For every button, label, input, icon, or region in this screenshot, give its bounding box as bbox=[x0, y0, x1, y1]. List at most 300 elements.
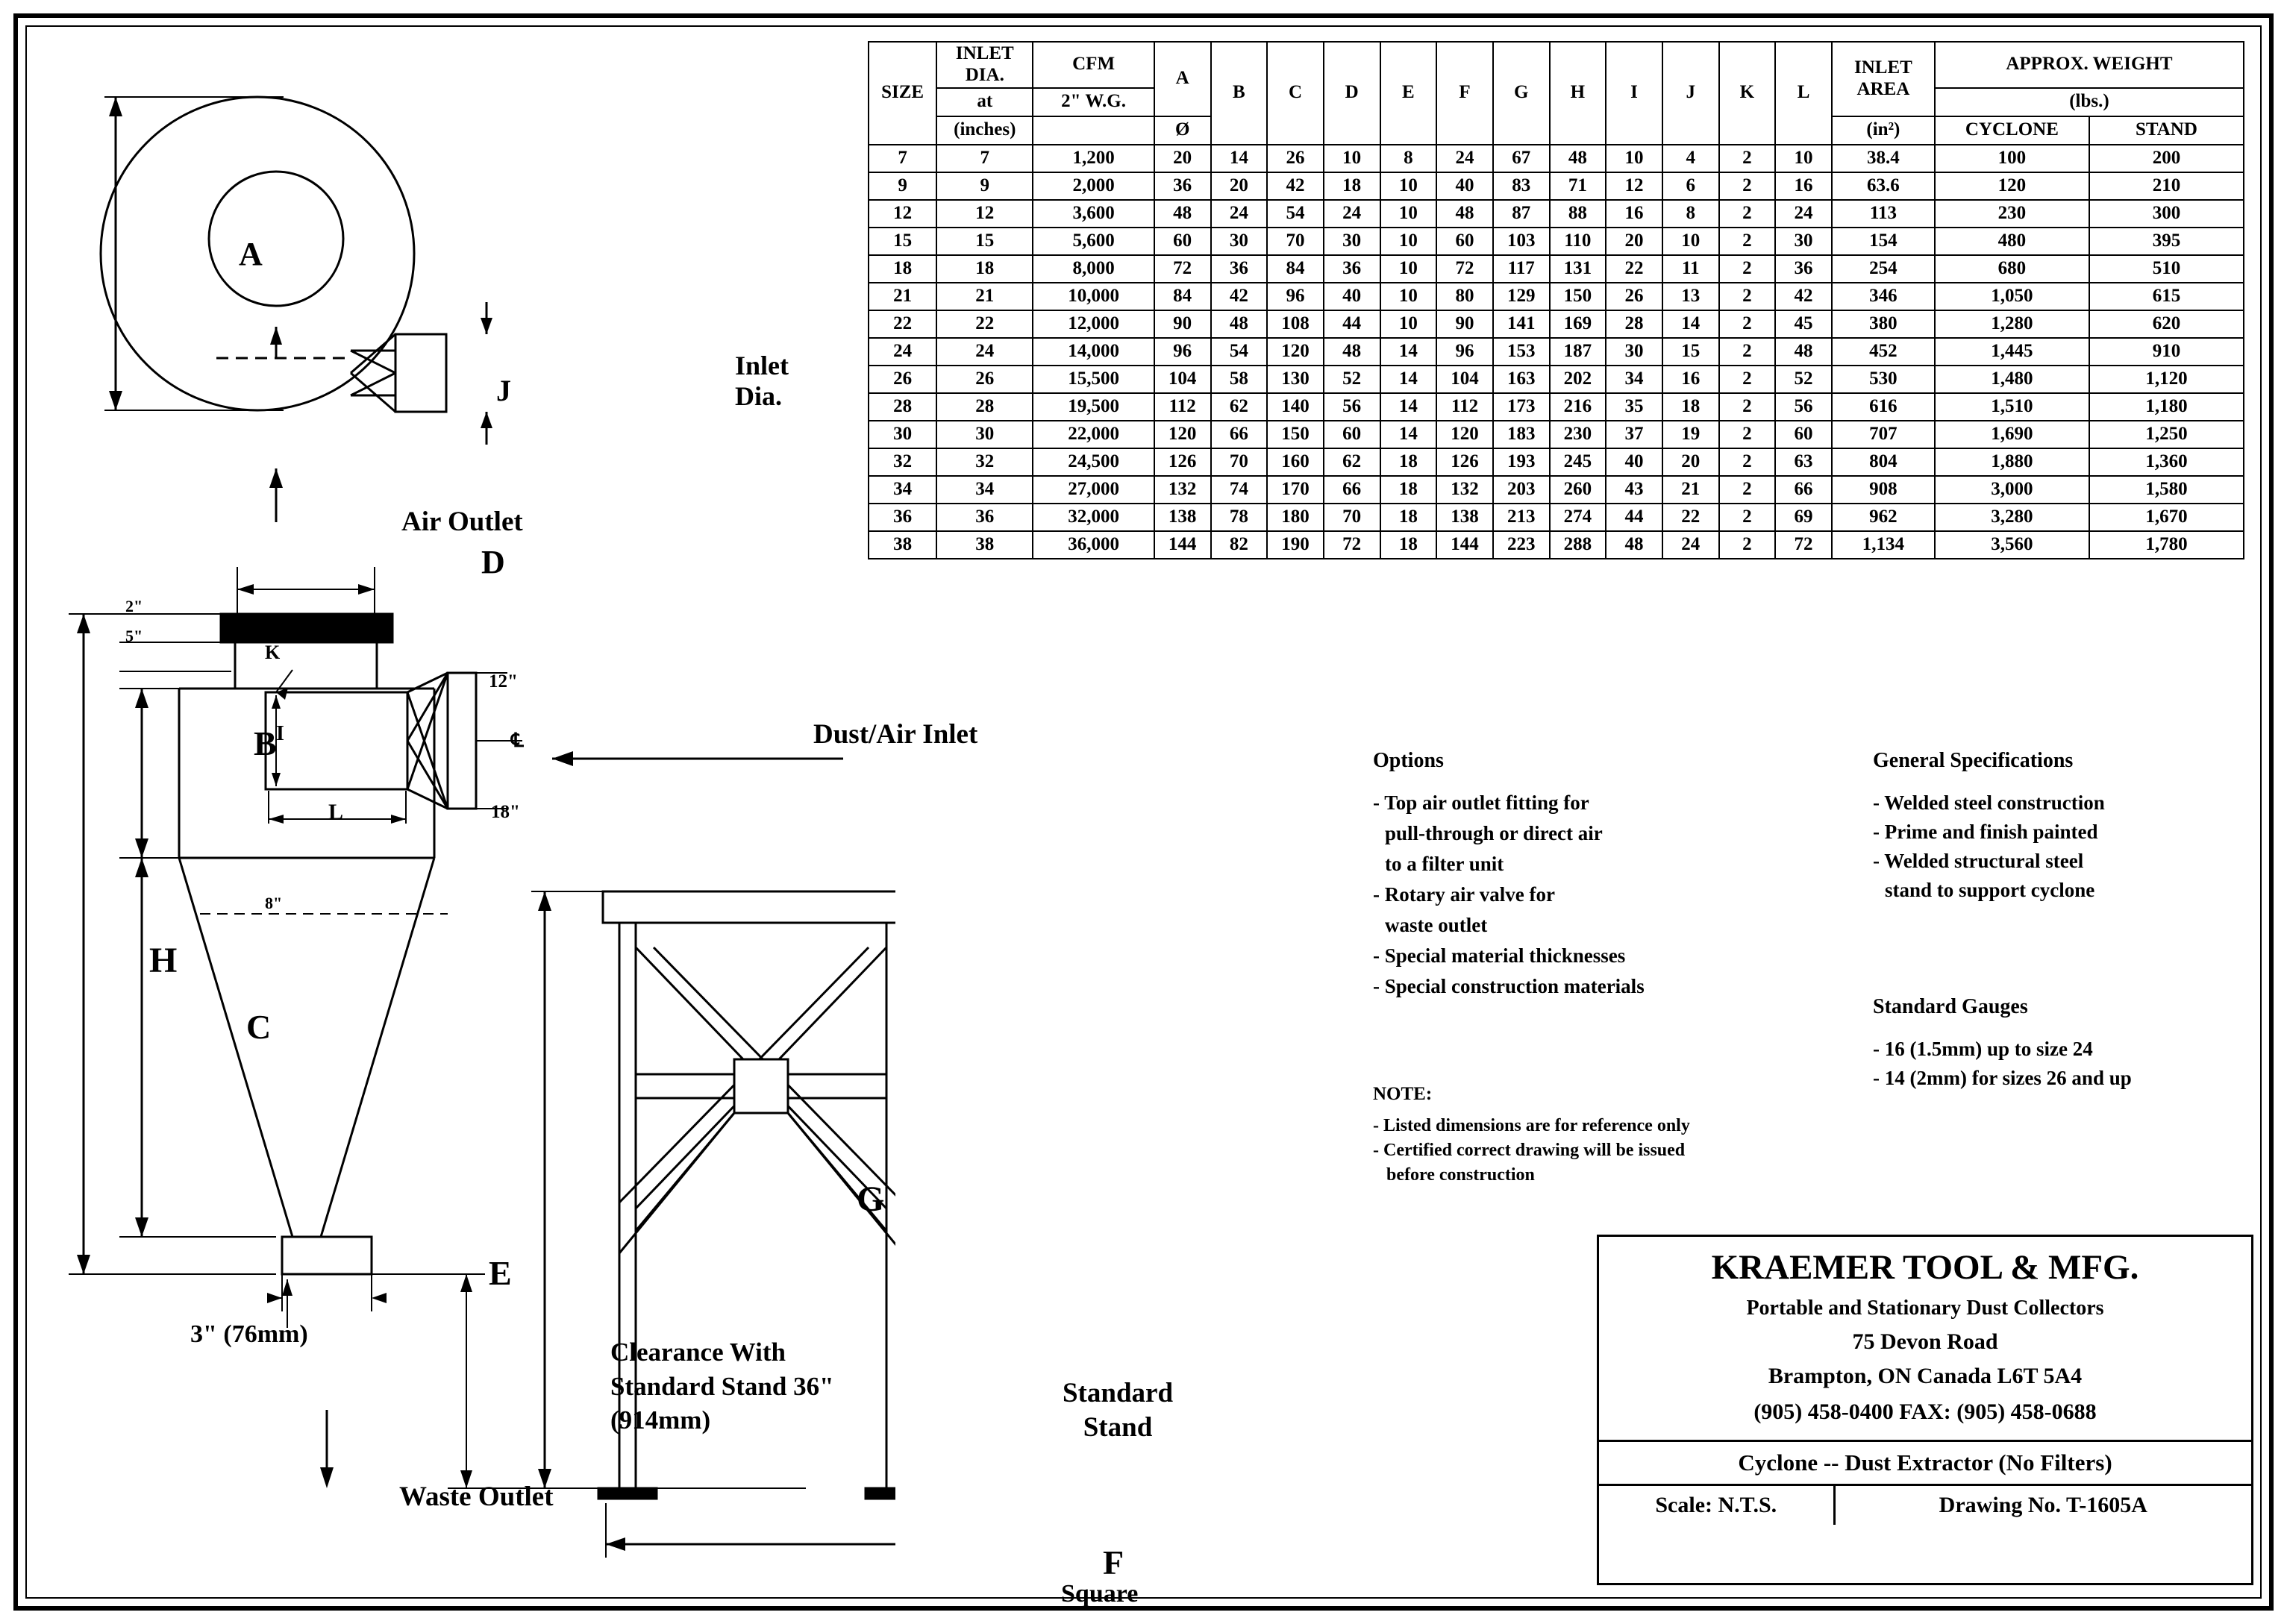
note-block bbox=[1373, 1082, 1821, 1188]
table-cell: 160 bbox=[1267, 448, 1324, 476]
dim-label-f: F bbox=[1103, 1543, 1124, 1581]
table-row bbox=[869, 338, 2244, 366]
table-cell: 2 bbox=[1719, 393, 1776, 421]
table-header-row bbox=[869, 42, 2244, 88]
options-item: pull-through or direct air bbox=[1385, 821, 1603, 844]
options-item: - Special construction materials bbox=[1373, 975, 1645, 998]
table-cell: 202 bbox=[1550, 366, 1606, 393]
table-cell: 126 bbox=[1436, 448, 1493, 476]
table-cell: 120 bbox=[1935, 172, 2089, 200]
table-cell: 60 bbox=[1775, 421, 1832, 448]
table-cell: 3,600 bbox=[1033, 200, 1154, 228]
table-cell: 37 bbox=[1606, 421, 1662, 448]
note-item: - Certified correct drawing will be issued bbox=[1373, 1140, 1686, 1160]
table-cell: 20 bbox=[1154, 145, 1211, 172]
table-cell: 10 bbox=[1324, 145, 1380, 172]
table-cell: 1,445 bbox=[1935, 338, 2089, 366]
table-cell: 24,500 bbox=[1033, 448, 1154, 476]
table-cell: 56 bbox=[1775, 393, 1832, 421]
table-cell: 18 bbox=[936, 255, 1033, 283]
options-item: - Rotary air valve for bbox=[1373, 883, 1555, 906]
table-cell: 22 bbox=[936, 310, 1033, 338]
th-approx-weight: APPROX. WEIGHT bbox=[1935, 42, 2244, 88]
dust-air-inlet-label: Dust/Air Inlet bbox=[813, 719, 978, 750]
table-cell: 63.6 bbox=[1832, 172, 1935, 200]
table-cell: 193 bbox=[1493, 448, 1550, 476]
table-cell: 112 bbox=[1154, 393, 1211, 421]
table-cell: 104 bbox=[1436, 366, 1493, 393]
genspec-item: - Prime and finish painted bbox=[1873, 820, 2098, 843]
table-cell: 18 bbox=[1324, 172, 1380, 200]
table-cell: 2 bbox=[1719, 255, 1776, 283]
table-cell: 10 bbox=[1380, 283, 1437, 310]
table-cell: 288 bbox=[1550, 531, 1606, 559]
th-d: D bbox=[1324, 42, 1380, 145]
table-cell: 42 bbox=[1775, 283, 1832, 310]
table-cell: 150 bbox=[1550, 283, 1606, 310]
table-cell: 16 bbox=[1775, 172, 1832, 200]
table-cell: 615 bbox=[2089, 283, 2244, 310]
table-cell: 126 bbox=[1154, 448, 1211, 476]
inlet-dia-label: Inlet Dia. bbox=[735, 351, 789, 412]
table-cell: 36 bbox=[869, 504, 936, 531]
table-cell: 2 bbox=[1719, 172, 1776, 200]
table-cell: 48 bbox=[1436, 200, 1493, 228]
table-cell: 707 bbox=[1832, 421, 1935, 448]
table-cell: 87 bbox=[1493, 200, 1550, 228]
table-cell: 72 bbox=[1436, 255, 1493, 283]
table-cell: 1,780 bbox=[2089, 531, 2244, 559]
genspec-heading: General Specifications bbox=[1873, 749, 2074, 772]
table-cell: 44 bbox=[1606, 504, 1662, 531]
table-row bbox=[869, 200, 2244, 228]
table-cell: 24 bbox=[936, 338, 1033, 366]
table-cell: 6 bbox=[1662, 172, 1719, 200]
table-cell: 2 bbox=[1719, 476, 1776, 504]
genspec-item: stand to support cyclone bbox=[1885, 879, 2095, 902]
table-cell: 30 bbox=[1211, 228, 1268, 255]
table-cell: 96 bbox=[1154, 338, 1211, 366]
table-cell: 34 bbox=[869, 476, 936, 504]
table-cell: 16 bbox=[1606, 200, 1662, 228]
table-cell: 112 bbox=[1436, 393, 1493, 421]
table-cell: 14 bbox=[1380, 421, 1437, 448]
th-size: SIZE bbox=[869, 42, 936, 145]
table-row bbox=[869, 421, 2244, 448]
table-cell: 12 bbox=[1606, 172, 1662, 200]
dim-label-g: G bbox=[857, 1179, 885, 1219]
dim-label-c: C bbox=[246, 1008, 272, 1046]
table-cell: 144 bbox=[1154, 531, 1211, 559]
table-cell: 54 bbox=[1211, 338, 1268, 366]
table-cell: 1,180 bbox=[2089, 393, 2244, 421]
table-cell: 129 bbox=[1493, 283, 1550, 310]
table-cell: 58 bbox=[1211, 366, 1268, 393]
table-cell: 18 bbox=[1662, 393, 1719, 421]
table-cell: 67 bbox=[1493, 145, 1550, 172]
table-cell: 21 bbox=[936, 283, 1033, 310]
table-cell: 138 bbox=[1154, 504, 1211, 531]
gauges-heading: Standard Gauges bbox=[1873, 995, 2028, 1018]
table-cell: 26 bbox=[869, 366, 936, 393]
table-cell: 34 bbox=[936, 476, 1033, 504]
table-cell: 223 bbox=[1493, 531, 1550, 559]
dim-label-k: K bbox=[265, 642, 281, 663]
drawing-description: Cyclone -- Dust Extractor (No Filters) bbox=[1738, 1449, 2112, 1476]
table-cell: 36 bbox=[1154, 172, 1211, 200]
table-cell: 141 bbox=[1493, 310, 1550, 338]
dim-label-e: E bbox=[489, 1254, 512, 1292]
table-body bbox=[869, 145, 2244, 559]
table-cell: 74 bbox=[1211, 476, 1268, 504]
table-cell: 32 bbox=[936, 448, 1033, 476]
table-cell: 26 bbox=[1606, 283, 1662, 310]
table-cell: 21 bbox=[1662, 476, 1719, 504]
th-k: K bbox=[1719, 42, 1776, 145]
table-cell: 36,000 bbox=[1033, 531, 1154, 559]
table-row bbox=[869, 393, 2244, 421]
table-cell: 10 bbox=[1380, 310, 1437, 338]
table-cell: 173 bbox=[1493, 393, 1550, 421]
table-cell: 120 bbox=[1436, 421, 1493, 448]
air-outlet-label: Air Outlet bbox=[401, 507, 523, 537]
table-cell: 36 bbox=[1324, 255, 1380, 283]
table-cell: 30 bbox=[869, 421, 936, 448]
table-cell: 620 bbox=[2089, 310, 2244, 338]
table-cell: 22,000 bbox=[1033, 421, 1154, 448]
table-cell: 170 bbox=[1267, 476, 1324, 504]
table-cell: 36 bbox=[1775, 255, 1832, 283]
options-heading: Options bbox=[1373, 749, 1444, 772]
table-cell: 52 bbox=[1324, 366, 1380, 393]
table-cell: 20 bbox=[1606, 228, 1662, 255]
table-cell: 1,580 bbox=[2089, 476, 2244, 504]
table-cell: 10 bbox=[1380, 172, 1437, 200]
table-cell: 72 bbox=[1775, 531, 1832, 559]
table-cell: 43 bbox=[1606, 476, 1662, 504]
th-inlet-units: (inches) bbox=[936, 116, 1033, 145]
th-h: H bbox=[1550, 42, 1606, 145]
table-cell: 28 bbox=[1606, 310, 1662, 338]
table-cell: 72 bbox=[1154, 255, 1211, 283]
table-cell: 28 bbox=[936, 393, 1033, 421]
table-cell: 24 bbox=[1775, 200, 1832, 228]
table-cell: 140 bbox=[1267, 393, 1324, 421]
table-cell: 66 bbox=[1775, 476, 1832, 504]
table-row bbox=[869, 476, 2244, 504]
table-cell: 66 bbox=[1211, 421, 1268, 448]
table-cell: 35 bbox=[1606, 393, 1662, 421]
table-cell: 10 bbox=[1380, 255, 1437, 283]
table-cell: 15 bbox=[869, 228, 936, 255]
table-cell: 120 bbox=[1154, 421, 1211, 448]
table-cell: 82 bbox=[1211, 531, 1268, 559]
table-cell: 169 bbox=[1550, 310, 1606, 338]
table-cell: 96 bbox=[1267, 283, 1324, 310]
table-cell: 15,500 bbox=[1033, 366, 1154, 393]
table-cell: 2 bbox=[1719, 531, 1776, 559]
table-cell: 2 bbox=[1719, 421, 1776, 448]
table-cell: 22 bbox=[1662, 504, 1719, 531]
table-cell: 1,134 bbox=[1832, 531, 1935, 559]
table-cell: 62 bbox=[1211, 393, 1268, 421]
table-cell: 2 bbox=[1719, 145, 1776, 172]
table-row bbox=[869, 145, 2244, 172]
dimensions-table-wrap bbox=[868, 41, 2244, 559]
standard-stand-label: Standard Stand bbox=[1062, 1378, 1174, 1443]
table-cell: 30 bbox=[1324, 228, 1380, 255]
options-item: - Special material thicknesses bbox=[1373, 944, 1626, 968]
table-row bbox=[869, 531, 2244, 559]
table-cell: 230 bbox=[1935, 200, 2089, 228]
table-cell: 2 bbox=[1719, 283, 1776, 310]
table-cell: 30 bbox=[1775, 228, 1832, 255]
dim-label-18in: 18" bbox=[491, 802, 520, 822]
table-cell: 1,050 bbox=[1935, 283, 2089, 310]
waste-outlet-label: Waste Outlet bbox=[399, 1482, 554, 1512]
table-cell: 163 bbox=[1493, 366, 1550, 393]
table-cell: 18 bbox=[1380, 504, 1437, 531]
centerline-symbol: ℄ bbox=[511, 730, 524, 751]
table-cell: 24 bbox=[1211, 200, 1268, 228]
table-cell: 100 bbox=[1935, 145, 2089, 172]
th-a: A bbox=[1154, 42, 1211, 116]
table-cell: 26 bbox=[1267, 145, 1324, 172]
th-inlet-dia: INLET DIA. bbox=[936, 42, 1033, 88]
dim-label-8in: 8" bbox=[265, 894, 283, 912]
table-cell: 27,000 bbox=[1033, 476, 1154, 504]
table-cell: 2 bbox=[1719, 338, 1776, 366]
table-cell: 48 bbox=[1324, 338, 1380, 366]
table-cell: 190 bbox=[1267, 531, 1324, 559]
general-specifications-block bbox=[1873, 746, 2261, 905]
table-cell: 10 bbox=[1662, 228, 1719, 255]
th-cfm: CFM bbox=[1033, 42, 1154, 88]
dim-label-2in: 2" bbox=[125, 597, 143, 615]
th-cyclone: CYCLONE bbox=[1935, 116, 2089, 145]
company-phone: (905) 458-0400 FAX: (905) 458-0688 bbox=[1753, 1399, 2097, 1424]
table-cell: 8 bbox=[1662, 200, 1719, 228]
table-cell: 1,280 bbox=[1935, 310, 2089, 338]
f-square-note: Square bbox=[1061, 1580, 1139, 1608]
table-cell: 70 bbox=[1324, 504, 1380, 531]
th-e: E bbox=[1380, 42, 1437, 145]
th-j: J bbox=[1662, 42, 1719, 145]
table-cell: 12 bbox=[936, 200, 1033, 228]
table-cell: 804 bbox=[1832, 448, 1935, 476]
table-cell: 70 bbox=[1211, 448, 1268, 476]
company-address-line1: 75 Devon Road bbox=[1852, 1329, 1998, 1354]
table-cell: 38 bbox=[869, 531, 936, 559]
table-cell: 28 bbox=[869, 393, 936, 421]
top-view-outlet-circle bbox=[209, 172, 343, 306]
table-cell: 14 bbox=[1380, 338, 1437, 366]
table-cell: 24 bbox=[869, 338, 936, 366]
clearance-label: Clearance With Standard Stand 36" (914mm) bbox=[610, 1338, 834, 1435]
table-cell: 24 bbox=[1662, 531, 1719, 559]
table-row bbox=[869, 228, 2244, 255]
table-cell: 11 bbox=[1662, 255, 1719, 283]
th-b: B bbox=[1211, 42, 1268, 145]
table-cell: 7 bbox=[936, 145, 1033, 172]
table-cell: 9 bbox=[936, 172, 1033, 200]
table-cell: 3,560 bbox=[1935, 531, 2089, 559]
table-cell: 2 bbox=[1719, 448, 1776, 476]
table-cell: 380 bbox=[1832, 310, 1935, 338]
table-cell: 138 bbox=[1436, 504, 1493, 531]
th-stand: STAND bbox=[2089, 116, 2244, 145]
table-cell: 274 bbox=[1550, 504, 1606, 531]
table-cell: 40 bbox=[1606, 448, 1662, 476]
standard-gauges-block bbox=[1873, 992, 2276, 1093]
table-cell: 18 bbox=[1380, 476, 1437, 504]
table-cell: 48 bbox=[1550, 145, 1606, 172]
table-cell: 108 bbox=[1267, 310, 1324, 338]
table-cell: 2 bbox=[1719, 310, 1776, 338]
table-row bbox=[869, 283, 2244, 310]
table-cell: 2 bbox=[1719, 504, 1776, 531]
table-cell: 616 bbox=[1832, 393, 1935, 421]
dim-label-12in: 12" bbox=[489, 671, 518, 692]
table-row bbox=[869, 310, 2244, 338]
table-cell: 36 bbox=[1211, 255, 1268, 283]
options-item: to a filter unit bbox=[1385, 852, 1504, 875]
table-cell: 62 bbox=[1324, 448, 1380, 476]
table-cell: 48 bbox=[1775, 338, 1832, 366]
table-cell: 21 bbox=[869, 283, 936, 310]
gauges-item: - 14 (2mm) for sizes 26 and up bbox=[1873, 1066, 2132, 1089]
table-cell: 2 bbox=[1719, 200, 1776, 228]
table-row bbox=[869, 448, 2244, 476]
table-cell: 72 bbox=[1324, 531, 1380, 559]
table-cell: 5,600 bbox=[1033, 228, 1154, 255]
table-row bbox=[869, 504, 2244, 531]
options-item: - Top air outlet fitting for bbox=[1373, 791, 1589, 814]
th-c: C bbox=[1267, 42, 1324, 145]
table-cell: 480 bbox=[1935, 228, 2089, 255]
dim-label-a: A bbox=[239, 236, 263, 272]
dim-label-b: B bbox=[254, 724, 277, 762]
table-cell: 183 bbox=[1493, 421, 1550, 448]
table-cell: 18 bbox=[1380, 531, 1437, 559]
table-cell: 20 bbox=[1662, 448, 1719, 476]
table-cell: 9 bbox=[869, 172, 936, 200]
table-cell: 203 bbox=[1493, 476, 1550, 504]
table-cell: 452 bbox=[1832, 338, 1935, 366]
table-cell: 26 bbox=[936, 366, 1033, 393]
genspec-item: - Welded steel construction bbox=[1873, 791, 2105, 814]
table-cell: 84 bbox=[1267, 255, 1324, 283]
table-cell: 52 bbox=[1775, 366, 1832, 393]
options-item: waste outlet bbox=[1385, 914, 1488, 937]
table-cell: 3,000 bbox=[1935, 476, 2089, 504]
th-inlet-area: INLET AREA bbox=[1832, 42, 1935, 116]
table-cell: 48 bbox=[1211, 310, 1268, 338]
table-cell: 7 bbox=[869, 145, 936, 172]
table-cell: 14 bbox=[1380, 393, 1437, 421]
th-g: G bbox=[1493, 42, 1550, 145]
table-cell: 16 bbox=[1662, 366, 1719, 393]
table-cell: 1,670 bbox=[2089, 504, 2244, 531]
company-address-line2: Brampton, ON Canada L6T 5A4 bbox=[1768, 1363, 2083, 1388]
table-cell: 60 bbox=[1324, 421, 1380, 448]
note-item: - Listed dimensions are for reference only bbox=[1373, 1115, 1690, 1135]
title-block-main bbox=[1599, 1237, 2251, 1440]
table-cell: 60 bbox=[1154, 228, 1211, 255]
table-cell: 19 bbox=[1662, 421, 1719, 448]
table-cell: 14 bbox=[1662, 310, 1719, 338]
table-cell: 346 bbox=[1832, 283, 1935, 310]
table-cell: 2,000 bbox=[1033, 172, 1154, 200]
table-cell: 254 bbox=[1832, 255, 1935, 283]
table-cell: 56 bbox=[1324, 393, 1380, 421]
table-cell: 40 bbox=[1436, 172, 1493, 200]
th-area-units: (in²) bbox=[1832, 116, 1935, 145]
table-cell: 14,000 bbox=[1033, 338, 1154, 366]
table-cell: 90 bbox=[1154, 310, 1211, 338]
table-cell: 510 bbox=[2089, 255, 2244, 283]
table-cell: 104 bbox=[1154, 366, 1211, 393]
note-heading: NOTE: bbox=[1373, 1084, 1433, 1104]
table-row bbox=[869, 366, 2244, 393]
table-cell: 36 bbox=[936, 504, 1033, 531]
table-cell: 22 bbox=[869, 310, 936, 338]
table-cell: 38.4 bbox=[1832, 145, 1935, 172]
table-cell: 44 bbox=[1324, 310, 1380, 338]
table-cell: 19,500 bbox=[1033, 393, 1154, 421]
table-cell: 1,690 bbox=[1935, 421, 2089, 448]
note-item: before construction bbox=[1386, 1164, 1535, 1185]
table-cell: 45 bbox=[1775, 310, 1832, 338]
table-cell: 395 bbox=[2089, 228, 2244, 255]
th-f: F bbox=[1436, 42, 1493, 145]
table-cell: 1,360 bbox=[2089, 448, 2244, 476]
table-cell: 3,280 bbox=[1935, 504, 2089, 531]
table-cell: 54 bbox=[1267, 200, 1324, 228]
dim-label-d: D bbox=[481, 544, 505, 580]
table-cell: 32 bbox=[869, 448, 936, 476]
table-cell: 230 bbox=[1550, 421, 1606, 448]
table-cell: 10 bbox=[1380, 200, 1437, 228]
table-cell: 103 bbox=[1493, 228, 1550, 255]
table-cell: 22 bbox=[1606, 255, 1662, 283]
table-cell: 83 bbox=[1493, 172, 1550, 200]
table-cell: 80 bbox=[1436, 283, 1493, 310]
dimensions-table bbox=[868, 41, 2244, 559]
th-a-sub: Ø bbox=[1154, 116, 1211, 145]
table-cell: 78 bbox=[1211, 504, 1268, 531]
drawing-scale: Scale: N.T.S. bbox=[1599, 1486, 1836, 1525]
th-inlet-dia-note: at bbox=[936, 88, 1033, 116]
dim-label-l: L bbox=[328, 800, 344, 824]
table-cell: 20 bbox=[1211, 172, 1268, 200]
table-cell: 120 bbox=[1267, 338, 1324, 366]
table-cell: 40 bbox=[1324, 283, 1380, 310]
table-cell: 24 bbox=[1436, 145, 1493, 172]
table-cell: 18 bbox=[1380, 448, 1437, 476]
table-cell: 24 bbox=[1324, 200, 1380, 228]
table-cell: 84 bbox=[1154, 283, 1211, 310]
dim-label-h: H bbox=[149, 941, 178, 980]
table-cell: 1,510 bbox=[1935, 393, 2089, 421]
table-cell: 4 bbox=[1662, 145, 1719, 172]
title-block-footer bbox=[1599, 1484, 2251, 1525]
table-cell: 10 bbox=[1606, 145, 1662, 172]
company-name: KRAEMER TOOL & MFG. bbox=[1711, 1248, 2139, 1287]
table-cell: 12,000 bbox=[1033, 310, 1154, 338]
table-cell: 132 bbox=[1436, 476, 1493, 504]
table-cell: 680 bbox=[1935, 255, 2089, 283]
